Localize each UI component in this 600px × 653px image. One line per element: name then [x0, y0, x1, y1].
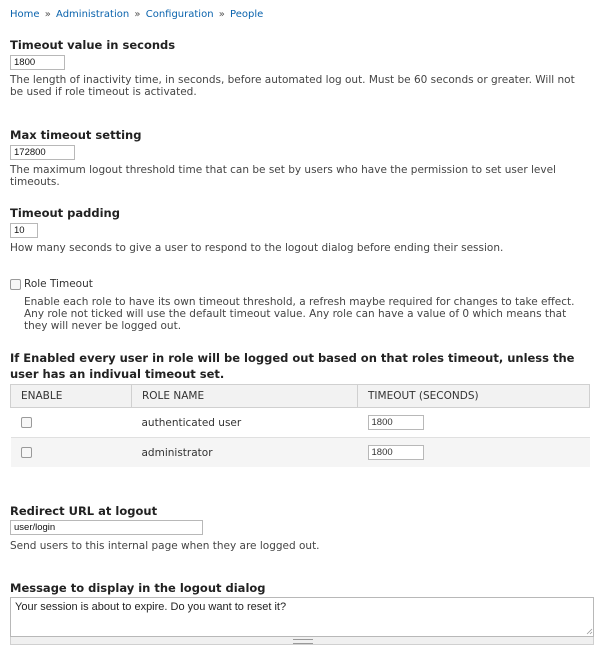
- breadcrumb-home[interactable]: Home: [10, 9, 40, 20]
- breadcrumb-configuration[interactable]: Configuration: [145, 9, 214, 20]
- textarea-resize-grip[interactable]: [10, 637, 594, 645]
- role-timeout-description: Enable each role to have its own timeout threshold, a refresh maybe required for changes to take effect. Any role not ticked will use the default timeout value. Any role can have a value of 0 which means that they will never be logged out.: [24, 296, 575, 332]
- timeout-description: The length of inactivity time, in seconds, before automated log out. Must be 60 seconds or greater. Will not be used if role timeout is activated.: [10, 74, 575, 98]
- enable-cell: [11, 438, 132, 468]
- breadcrumb-separator: »: [44, 9, 51, 20]
- padding-description: How many seconds to give a user to respond to the logout dialog before ending their session.: [10, 242, 504, 254]
- breadcrumb-administration[interactable]: Administration: [56, 9, 130, 20]
- timeout-cell: [358, 438, 590, 468]
- roles-table: [10, 384, 590, 467]
- column-header-role-name: ROLE NAME: [132, 385, 358, 408]
- padding-label: Timeout padding: [10, 206, 120, 220]
- breadcrumb: [10, 9, 263, 20]
- column-header-timeout: TIMEOUT (SECONDS): [358, 385, 590, 408]
- message-label: Message to display in the logout dialog: [10, 581, 266, 595]
- enable-cell: [11, 408, 132, 438]
- breadcrumb-separator: »: [218, 9, 225, 20]
- roles-table-heading: If Enabled every user in role will be logged out based on that roles timeout, unless the user has an indivual timeout set.: [10, 351, 575, 381]
- role-timeout-label[interactable]: Role Timeout: [24, 278, 93, 290]
- role-name-cell: administrator: [132, 438, 358, 468]
- role-timeout-checkbox[interactable]: [10, 279, 21, 290]
- timeout-label: Timeout value in seconds: [10, 38, 176, 52]
- enable-checkbox[interactable]: [21, 417, 32, 428]
- role-timeout-input[interactable]: 1800: [368, 415, 424, 430]
- enable-checkbox[interactable]: [21, 447, 32, 458]
- table-row: [11, 408, 590, 438]
- role-timeout-input[interactable]: 1800: [368, 445, 424, 460]
- redirect-label: Redirect URL at logout: [10, 504, 158, 518]
- max-timeout-input[interactable]: 172800: [10, 145, 75, 160]
- max-timeout-label: Max timeout setting: [10, 128, 142, 142]
- column-header-enable: ENABLE: [11, 385, 132, 408]
- role-name-cell: authenticated user: [132, 408, 358, 438]
- timeout-cell: [358, 408, 590, 438]
- breadcrumb-people[interactable]: People: [230, 9, 264, 20]
- resize-corner-icon[interactable]: [586, 628, 593, 635]
- table-header-row: [11, 385, 590, 408]
- redirect-description: Send users to this internal page when they are logged out.: [10, 540, 320, 552]
- padding-input[interactable]: 10: [10, 223, 38, 238]
- max-timeout-description: The maximum logout threshold time that can be set by users who have the permission to set user level timeouts.: [10, 164, 556, 188]
- message-textarea[interactable]: Your session is about to expire. Do you want to reset it?: [10, 597, 594, 637]
- grip-lines-icon: [293, 639, 313, 644]
- breadcrumb-separator: »: [134, 9, 141, 20]
- timeout-input[interactable]: 1800: [10, 55, 65, 70]
- redirect-input[interactable]: user/login: [10, 520, 203, 535]
- table-row: [11, 438, 590, 468]
